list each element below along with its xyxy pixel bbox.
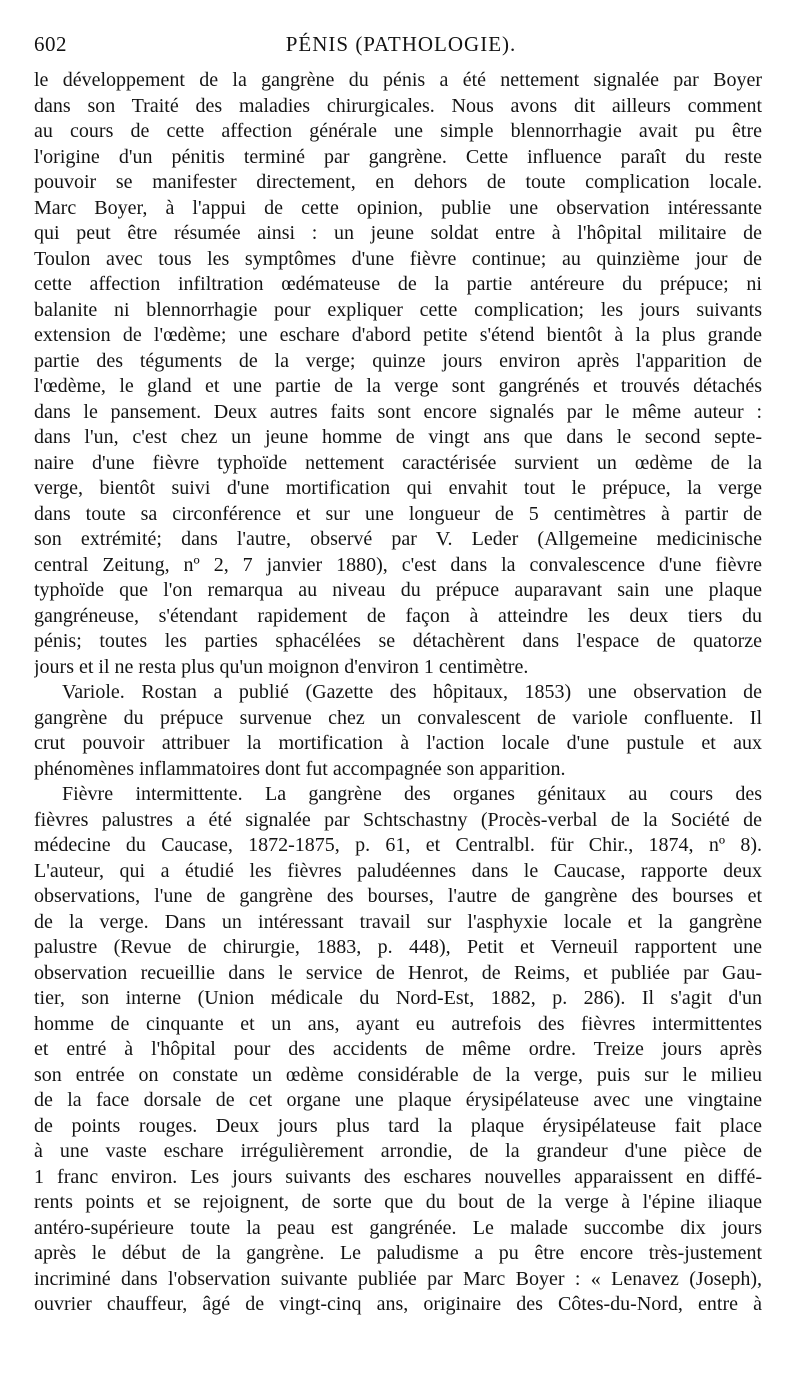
text-line: homme de cinquante et un ans, ayant eu autrefois des fièvres intermittentes	[34, 1012, 762, 1035]
text-line: le développement de la gangrène du pénis a été nettement signalée par Boyer	[34, 69, 762, 91]
text-line: extension de l'œdème; une eschare d'abord petite s'étend bientôt à la plus grande	[34, 324, 762, 346]
text-line: de la face dorsale de cet organe une plaque érysipélateuse avec une vingtaine	[34, 1089, 762, 1111]
text-line: balanite ni blennorrhagie pour expliquer cette complication; les jours suivants	[34, 298, 762, 321]
text-line: crut pouvoir attribuer la mortification à l'action locale d'une pustule et aux	[34, 732, 762, 754]
text-line: L'auteur, qui a étudié les fièvres paludéennes dans le Caucase, rapporte deux	[34, 859, 762, 882]
text-line: Fièvre intermittente. La gangrène des organes génitaux au cours des	[62, 783, 762, 805]
text-line: gangrène du prépuce survenue chez un convalescent de variole confluente. Il	[34, 706, 762, 729]
text-line: verge, bientôt suivi d'une mortification qui envahit tout le prépuce, la verge	[34, 477, 762, 499]
text-line: Variole. Rostan a publié (Gazette des hôpitaux, 1853) une observation de	[62, 681, 762, 703]
body-text	[34, 68, 762, 1318]
text-line: de la verge. Dans un intéressant travail sur l'asphyxie locale et la gangrène	[34, 910, 762, 933]
text-line: antéro-supérieure toute la peau est gangrénée. Le malade succombe dix jours	[34, 1216, 762, 1239]
text-line: 1 franc environ. Les jours suivants des eschares nouvelles apparaissent en diffé-	[34, 1165, 762, 1188]
text-line: observations, l'une de gangrène des bourses, l'autre de gangrène des bourses et	[34, 885, 762, 907]
text-line: ouvrier chauffeur, âgé de vingt-cinq ans, originaire des Côtes-du-Nord, entre à	[34, 1293, 762, 1315]
text-line: après le début de la gangrène. Le paludisme a pu être encore très-justement	[34, 1242, 762, 1264]
text-line: partie des téguments de la verge; quinze jours environ après l'apparition de	[34, 349, 762, 372]
text-line: médecine du Caucase, 1872-1875, p. 61, et Centralbl. für Chir., 1874, nº 8).	[34, 834, 762, 856]
text-line: pouvoir se manifester directement, en dehors de toute complication locale.	[34, 171, 762, 193]
text-line: jours et il ne resta plus qu'un moignon d'environ 1 centimètre.	[34, 655, 529, 678]
running-title: PÉNIS (PATHOLOGIE).	[285, 32, 517, 56]
text-line: et entré à l'hôpital pour des accidents de même ordre. Treize jours après	[34, 1038, 762, 1060]
text-line: Toulon avec tous les symptômes d'une fièvre continue; au quinzième jour de	[34, 247, 762, 270]
text-line: l'œdème, le gland et une partie de la verge sont gangrénés et trouvés détachés	[34, 375, 762, 397]
text-line: dans son Traité des maladies chirurgicales. Nous avons dit ailleurs comment	[34, 94, 762, 117]
text-line: palustre (Revue de chirurgie, 1883, p. 448), Petit et Verneuil rapportent une	[34, 936, 762, 958]
text-line: typhoïde que l'on remarqua au niveau du prépuce auparavant sain une plaque	[34, 579, 762, 601]
text-line: fièvres palustres a été signalée par Schtschastny (Procès-verbal de la Société de	[34, 808, 762, 831]
text-line: observation recueillie dans le service de Henrot, de Reims, et publiée par Gau-	[34, 961, 762, 984]
text-line: au cours de cette affection générale une simple blennorrhagie avait pu être	[34, 120, 762, 142]
text-line: son extrémité; dans l'autre, observé par V. Leder (Allgemeine medicinische	[34, 528, 762, 550]
text-line: gangréneuse, s'étendant rapidement de façon à atteindre les deux tiers du	[34, 604, 762, 627]
text-line: cette affection infiltration œdémateuse de la partie antéreure du prépuce; ni	[34, 273, 762, 295]
text-line: son entrée on constate un œdème considérable de la verge, puis sur le milieu	[34, 1063, 762, 1086]
text-line: dans le pansement. Deux autres faits sont encore signalés par le même auteur :	[34, 400, 762, 423]
text-line: dans toute sa circonférence et sur une longueur de 5 centimètres à partir de	[34, 502, 762, 525]
text-line: central Zeitung, nº 2, 7 janvier 1880), c'est dans la convalescence d'une fièvre	[34, 553, 762, 576]
text-line: phénomènes inflammatoires dont fut accompagnée son apparition.	[34, 757, 566, 780]
text-line: à une vaste eschare irrégulièrement arrondie, de la grandeur d'une pièce de	[34, 1140, 762, 1162]
text-line: de points rouges. Deux jours plus tard la plaque érysipélateuse fait place	[34, 1114, 762, 1137]
page-header	[34, 30, 768, 60]
text-line: pénis; toutes les parties sphacélées se détachèrent dans l'espace de quatorze	[34, 630, 762, 652]
text-line: naire d'une fièvre typhoïde nettement caractérisée survient un œdème de la	[34, 451, 762, 474]
text-line: rents points et se rejoignent, de sorte que du bout de la verge à l'épine iliaque	[34, 1191, 762, 1213]
text-line: Marc Boyer, à l'appui de cette opinion, publie une observation intéressante	[34, 196, 762, 219]
page-number: 602	[34, 32, 67, 56]
text-line: incriminé dans l'observation suivante publiée par Marc Boyer : « Lenavez (Joseph),	[34, 1267, 762, 1290]
text-line: tier, son interne (Union médicale du Nord-Est, 1882, p. 286). Il s'agit d'un	[34, 987, 762, 1009]
text-line: l'origine d'un pénitis terminé par gangrène. Cette influence paraît du reste	[34, 145, 762, 168]
text-line: qui peut être résumée ainsi : un jeune soldat entre à l'hôpital militaire de	[34, 222, 762, 244]
text-line: dans l'un, c'est chez un jeune homme de vingt ans que dans le second septe-	[34, 426, 762, 448]
